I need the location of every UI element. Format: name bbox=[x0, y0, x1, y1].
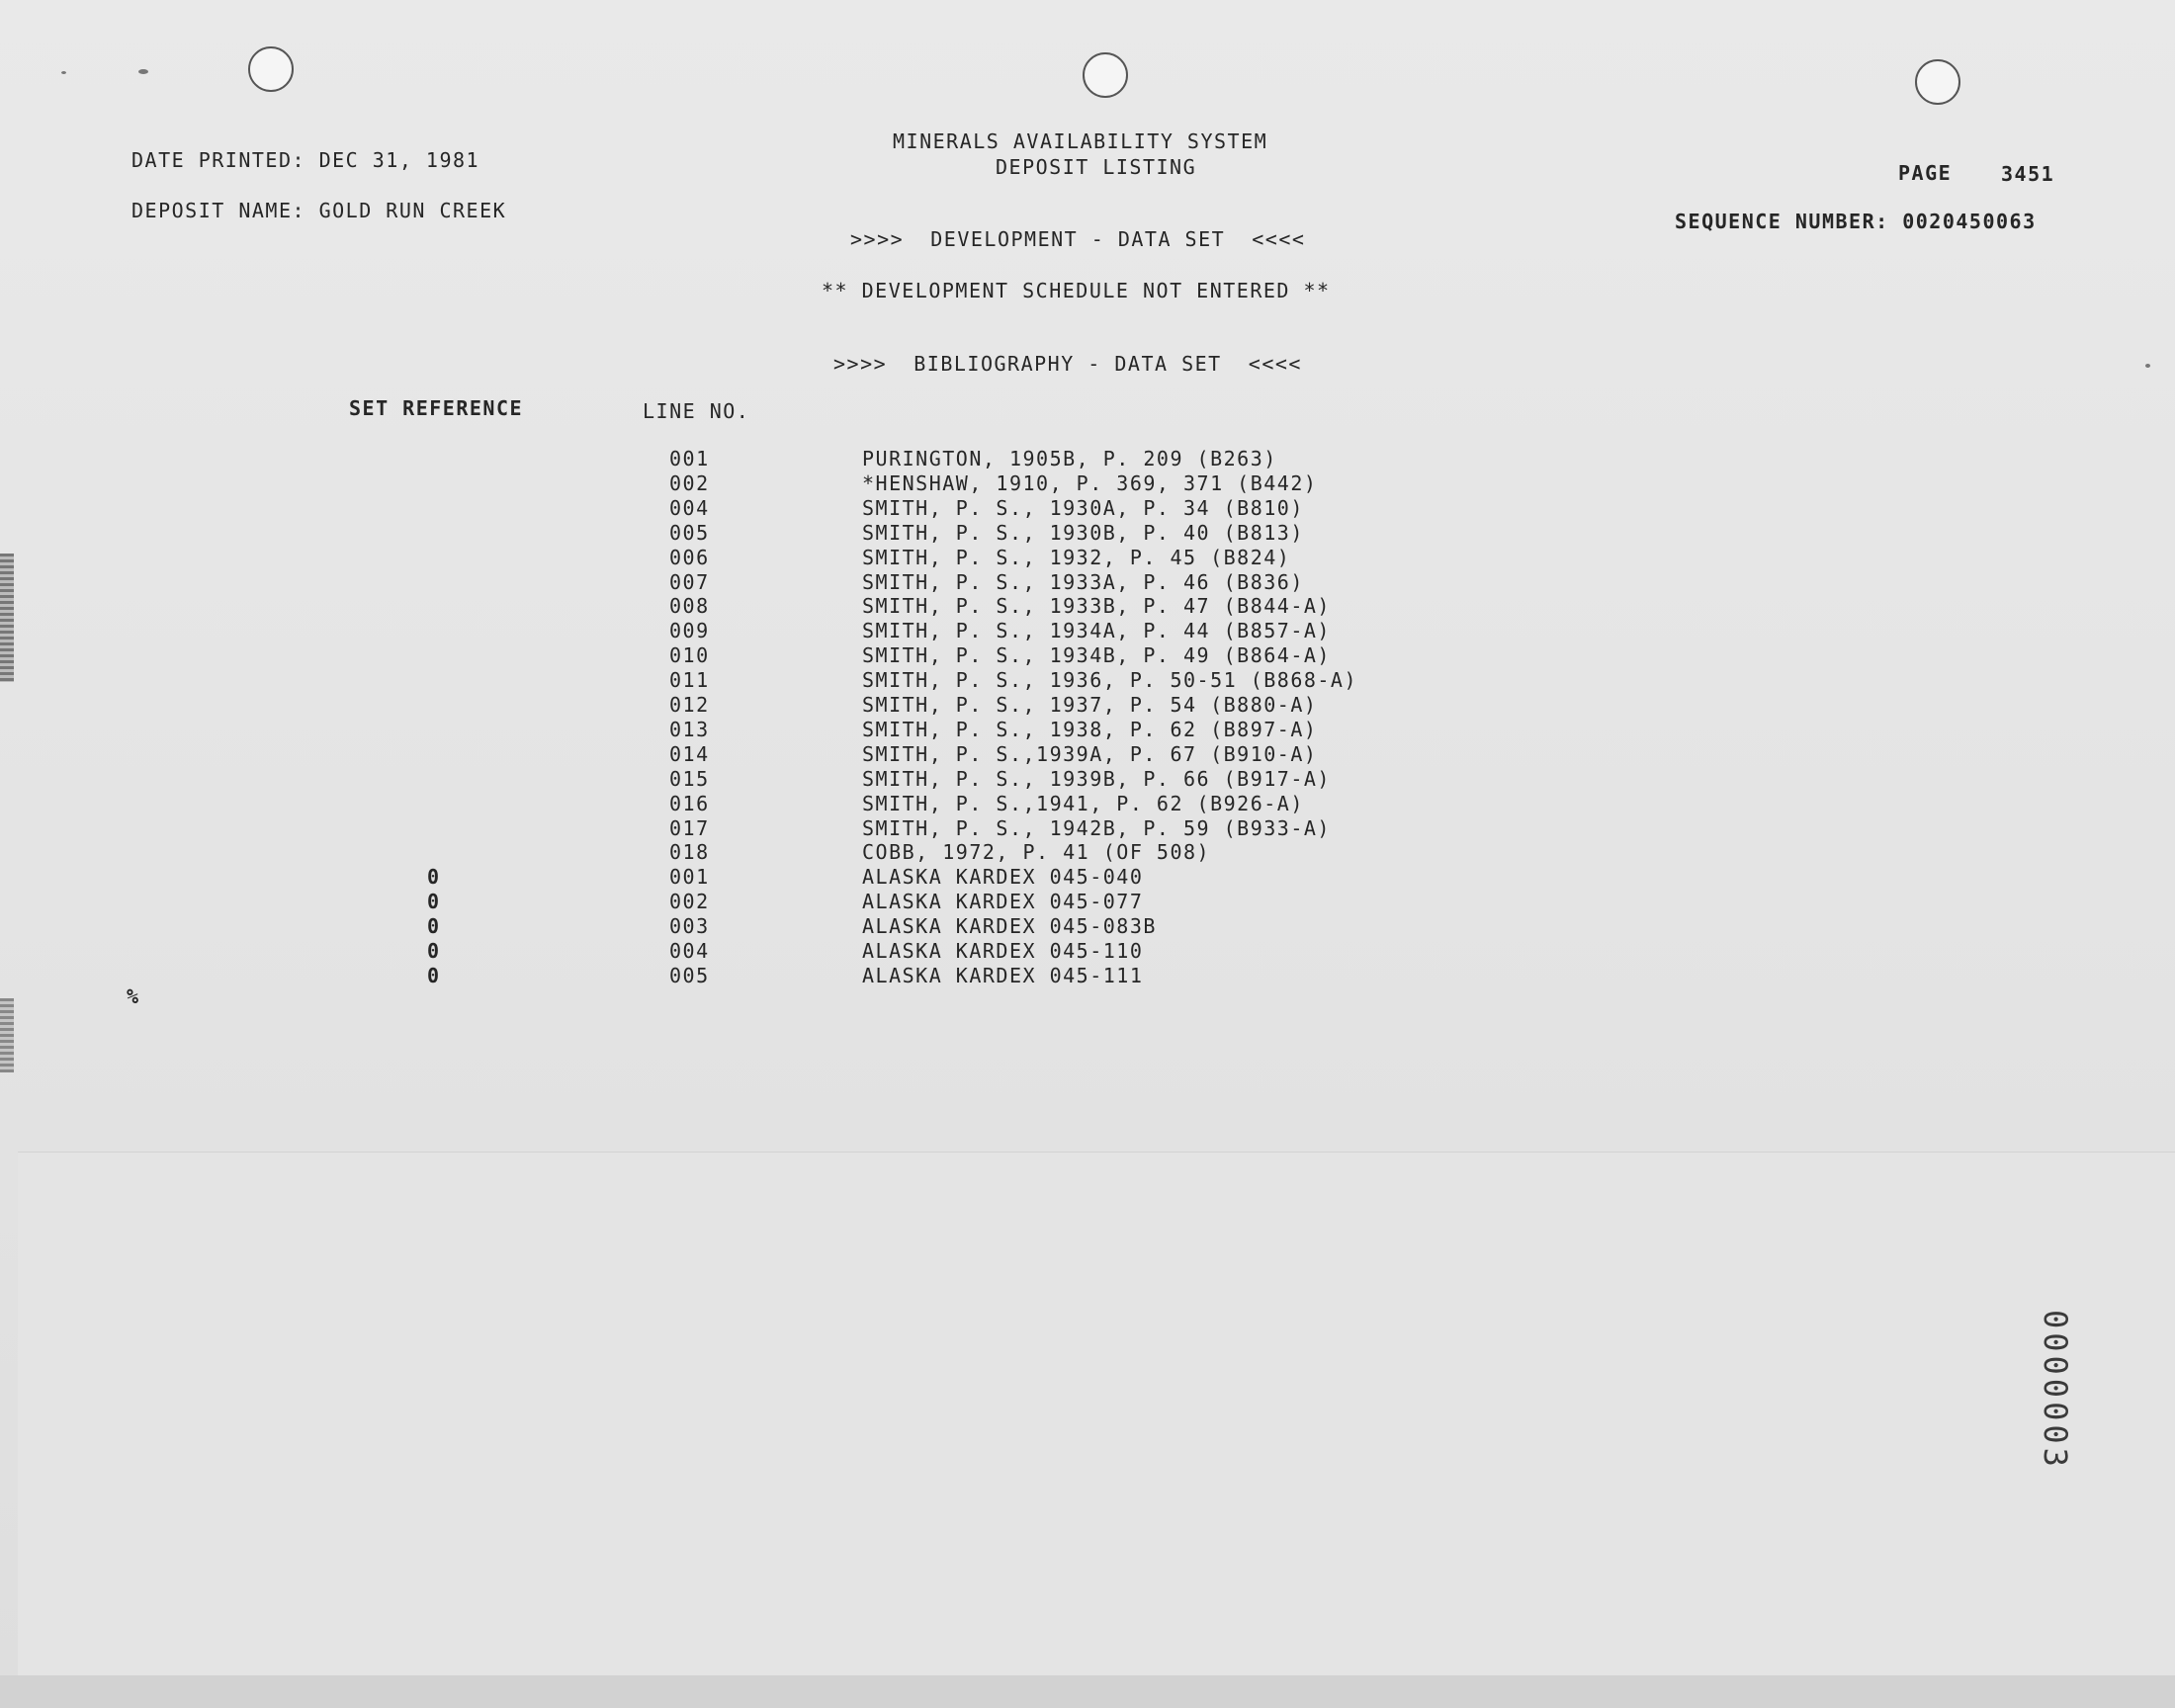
reference-cell: SMITH, P. S., 1942B, P. 59 (B933-A) bbox=[862, 816, 1331, 840]
reference-cell: SMITH, P. S.,1941, P. 62 (B926-A) bbox=[862, 792, 1304, 815]
bibliography-row bbox=[0, 890, 1483, 914]
line-number-cell: 008 bbox=[669, 594, 710, 618]
reference-cell: SMITH, P. S.,1939A, P. 67 (B910-A) bbox=[862, 742, 1318, 766]
deposit-name: DEPOSIT NAME: GOLD RUN CREEK bbox=[131, 199, 507, 222]
development-notice: ** DEVELOPMENT SCHEDULE NOT ENTERED ** bbox=[822, 279, 1331, 302]
set-reference-cell: 0 bbox=[427, 865, 441, 889]
reference-cell: SMITH, P. S., 1930A, P. 34 (B810) bbox=[862, 496, 1304, 520]
reference-cell: SMITH, P. S., 1939B, P. 66 (B917-A) bbox=[862, 767, 1331, 791]
line-number-cell: 014 bbox=[669, 742, 710, 766]
reference-cell: SMITH, P. S., 1933B, P. 47 (B844-A) bbox=[862, 594, 1331, 618]
listing-title: DEPOSIT LISTING bbox=[996, 155, 1197, 179]
bibliography-row bbox=[0, 865, 1483, 890]
line-number-cell: 017 bbox=[669, 816, 710, 840]
reference-cell: SMITH, P. S., 1936, P. 50-51 (B868-A) bbox=[862, 668, 1358, 692]
bibliography-row bbox=[0, 570, 1483, 595]
reference-cell: PURINGTON, 1905B, P. 209 (B263) bbox=[862, 447, 1277, 470]
reference-cell: ALASKA KARDEX 045-110 bbox=[862, 939, 1144, 963]
bibliography-row bbox=[0, 964, 1483, 988]
line-number-cell: 009 bbox=[669, 619, 710, 642]
line-number-cell: 018 bbox=[669, 840, 710, 864]
scan-edge-marks-lower bbox=[0, 998, 14, 1072]
bibliography-row bbox=[0, 471, 1483, 496]
col-header-set-reference: SET REFERENCE bbox=[349, 396, 524, 420]
punch-hole-left bbox=[248, 46, 294, 92]
line-number-cell: 015 bbox=[669, 767, 710, 791]
line-number-cell: 005 bbox=[669, 521, 710, 545]
reference-cell: COBB, 1972, P. 41 (OF 508) bbox=[862, 840, 1211, 864]
punch-hole-center bbox=[1083, 52, 1128, 98]
bibliography-row bbox=[0, 496, 1483, 521]
bibliography-row bbox=[0, 643, 1483, 668]
bibliography-row bbox=[0, 693, 1483, 718]
line-number-cell: 006 bbox=[669, 546, 710, 569]
reference-cell: *HENSHAW, 1910, P. 369, 371 (B442) bbox=[862, 471, 1318, 495]
faint-margin-mark bbox=[2131, 247, 2150, 326]
page-number: 3451 bbox=[2001, 162, 2055, 186]
reference-cell: ALASKA KARDEX 045-111 bbox=[862, 964, 1144, 987]
line-number-cell: 001 bbox=[669, 865, 710, 889]
line-number-cell: 001 bbox=[669, 447, 710, 470]
reference-cell: SMITH, P. S., 1933A, P. 46 (B836) bbox=[862, 570, 1304, 594]
bibliography-row bbox=[0, 521, 1483, 546]
scan-speck bbox=[61, 71, 66, 74]
scan-speck bbox=[138, 69, 148, 74]
reference-cell: SMITH, P. S., 1934B, P. 49 (B864-A) bbox=[862, 643, 1331, 667]
reference-cell: SMITH, P. S., 1937, P. 54 (B880-A) bbox=[862, 693, 1318, 717]
bibliography-row bbox=[0, 767, 1483, 792]
bibliography-row bbox=[0, 447, 1483, 471]
line-number-cell: 004 bbox=[669, 496, 710, 520]
bibliography-row bbox=[0, 939, 1483, 964]
reference-cell: ALASKA KARDEX 045-077 bbox=[862, 890, 1144, 913]
set-reference-cell: 0 bbox=[427, 914, 441, 938]
reference-cell: ALASKA KARDEX 045-040 bbox=[862, 865, 1144, 889]
bibliography-row bbox=[0, 792, 1483, 816]
end-mark: % bbox=[127, 984, 140, 1008]
line-number-cell: 011 bbox=[669, 668, 710, 692]
bibliography-row bbox=[0, 816, 1483, 841]
reference-cell: SMITH, P. S., 1930B, P. 40 (B813) bbox=[862, 521, 1304, 545]
bibliography-row bbox=[0, 742, 1483, 767]
bibliography-section-title: >>>> BIBLIOGRAPHY - DATA SET <<<< bbox=[833, 352, 1302, 376]
set-reference-cell: 0 bbox=[427, 964, 441, 987]
line-number-cell: 012 bbox=[669, 693, 710, 717]
line-number-cell: 013 bbox=[669, 718, 710, 741]
bates-number: 0000003 bbox=[2037, 1310, 2074, 1471]
line-number-cell: 016 bbox=[669, 792, 710, 815]
sequence-number: SEQUENCE NUMBER: 0020450063 bbox=[1675, 210, 2037, 233]
scan-bottom-border bbox=[0, 1675, 2175, 1708]
set-reference-cell: 0 bbox=[427, 939, 441, 963]
set-reference-cell: 0 bbox=[427, 890, 441, 913]
reference-cell: SMITH, P. S., 1938, P. 62 (B897-A) bbox=[862, 718, 1318, 741]
development-section-title: >>>> DEVELOPMENT - DATA SET <<<< bbox=[850, 227, 1306, 251]
col-header-line-no: LINE NO. bbox=[643, 399, 750, 423]
line-number-cell: 005 bbox=[669, 964, 710, 987]
bibliography-row bbox=[0, 546, 1483, 570]
date-printed: DATE PRINTED: DEC 31, 1981 bbox=[131, 148, 480, 172]
bibliography-row bbox=[0, 619, 1483, 643]
reference-cell: SMITH, P. S., 1934A, P. 44 (B857-A) bbox=[862, 619, 1331, 642]
bibliography-row bbox=[0, 594, 1483, 619]
line-number-cell: 002 bbox=[669, 890, 710, 913]
line-number-cell: 003 bbox=[669, 914, 710, 938]
line-number-cell: 002 bbox=[669, 471, 710, 495]
line-number-cell: 004 bbox=[669, 939, 710, 963]
punch-hole-right bbox=[1915, 59, 1960, 105]
reference-cell: SMITH, P. S., 1932, P. 45 (B824) bbox=[862, 546, 1291, 569]
page-label: PAGE bbox=[1898, 161, 1953, 185]
lower-scan-panel bbox=[18, 1152, 2175, 1676]
line-number-cell: 010 bbox=[669, 643, 710, 667]
bibliography-row bbox=[0, 840, 1483, 865]
bibliography-row bbox=[0, 718, 1483, 742]
bibliography-row bbox=[0, 668, 1483, 693]
system-title: MINERALS AVAILABILITY SYSTEM bbox=[893, 129, 1268, 153]
scan-speck bbox=[2145, 364, 2150, 368]
reference-cell: ALASKA KARDEX 045-083B bbox=[862, 914, 1157, 938]
bibliography-row bbox=[0, 914, 1483, 939]
line-number-cell: 007 bbox=[669, 570, 710, 594]
